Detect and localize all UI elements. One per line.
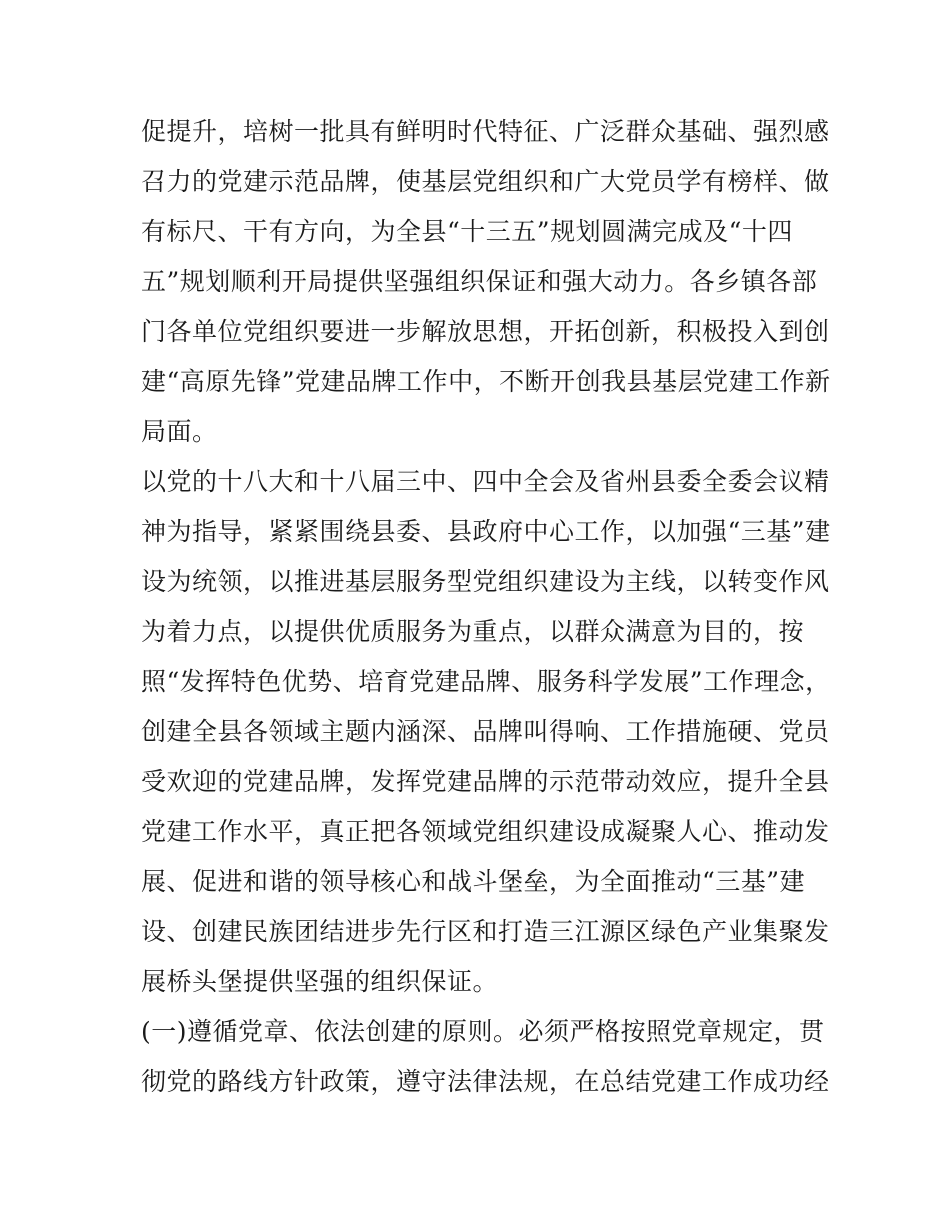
text-line-4: 五”规划顺利开局提供坚强组织保证和强大动力。各乡镇各部 <box>141 267 818 296</box>
text-line-16: 展、促进和谐的领导核心和战斗堡垒，为全面推动“三基”建 <box>141 867 806 896</box>
text-line-15: 党建工作水平，真正把各领域党组织建设成凝聚人心、推动发 <box>141 817 830 846</box>
text-line-17: 设、创建民族团结进步先行区和打造三江源区绿色产业集聚发 <box>141 917 830 946</box>
text-line-6: 建“高原先锋”党建品牌工作中，不断开创我县基层党建工作新 <box>141 367 831 396</box>
text-line-12: 照“发挥特色优势、培育党建品牌、服务科学发展”工作理念， <box>141 667 831 696</box>
text-line-3: 有标尺、干有方向，为全县“十三五”规划圆满完成及“十四 <box>141 217 793 246</box>
text-line-2: 召力的党建示范品牌，使基层党组织和广大党员学有榜样、做 <box>141 167 830 196</box>
text-line-10: 设为统领，以推进基层服务型党组织建设为主线，以转变作风 <box>141 567 830 596</box>
text-line-20: 彻党的路线方针政策，遵守法律法规，在总结党建工作成功经 <box>141 1067 830 1096</box>
text-line-8: 以党的十八大和十八届三中、四中全会及省州县委全委会议精 <box>141 467 830 496</box>
text-line-9: 神为指导，紧紧围绕县委、县政府中心工作，以加强“三基”建 <box>141 517 831 546</box>
text-line-1: 促提升，培树一批具有鲜明时代特征、广泛群众基础、强烈感 <box>141 117 830 146</box>
text-line-13: 创建全县各领域主题内涵深、品牌叫得响、工作措施硬、党员 <box>141 717 830 746</box>
document-body <box>141 107 831 1107</box>
text-line-14: 受欢迎的党建品牌，发挥党建品牌的示范带动效应，提升全县 <box>141 767 830 796</box>
text-line-19: (一)遵循党章、依法创建的原则。必须严格按照党章规定，贯 <box>141 1017 825 1046</box>
text-line-5: 门各单位党组织要进一步解放思想，开拓创新，积极投入到创 <box>141 317 830 346</box>
text-line-7: 局面。 <box>141 417 218 446</box>
text-line-18: 展桥头堡提供坚强的组织保证。 <box>141 967 499 996</box>
text-line-11: 为着力点，以提供优质服务为重点，以群众满意为目的，按 <box>141 617 805 646</box>
